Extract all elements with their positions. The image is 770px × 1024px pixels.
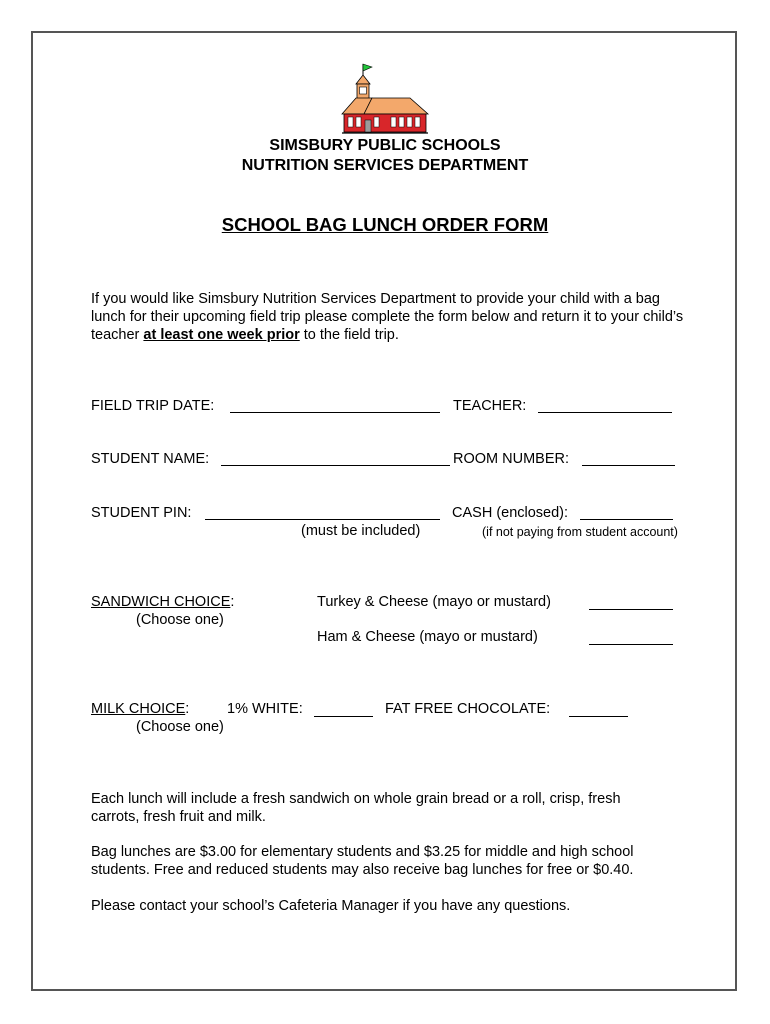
milk-choice-label <box>91 700 189 718</box>
pricing-paragraph: Bag lunches are $3.00 for elementary students and $3.25 for middle and high school students. Free and reduced students may also receive bag lunches for free or $0.40. <box>91 844 634 878</box>
field-trip-date-label: FIELD TRIP DATE: <box>91 398 215 414</box>
room-number-label: ROOM NUMBER: <box>453 451 569 467</box>
chocolate-milk-blank[interactable] <box>569 703 628 717</box>
turkey-blank[interactable] <box>589 596 673 610</box>
intro-text: If you would like Simsbury Nutrition Services Department to provide your child with a bag lunch for their upcoming field trip please complete the form below and return it to your child’s teacher <box>91 291 684 343</box>
sandwich-option-ham: Ham & Cheese (mayo or mustard) <box>317 629 538 645</box>
milk-option-chocolate: FAT FREE CHOCOLATE: <box>385 701 551 717</box>
milk-label-colon: : <box>185 701 190 717</box>
cash-note: (if not paying from student account) <box>482 525 678 539</box>
lunch-contents-paragraph: Each lunch will include a fresh sandwich on whole grain bread or a roll, crisp, fresh carrots, fresh fruit and milk. <box>91 791 621 825</box>
milk-label-text: MILK CHOICE <box>91 701 186 717</box>
cash-blank[interactable] <box>580 506 673 520</box>
teacher-blank[interactable] <box>538 399 672 413</box>
schoolhouse-icon <box>338 62 432 136</box>
teacher-label: TEACHER: <box>453 398 527 414</box>
cash-label: CASH (enclosed): <box>452 505 569 521</box>
field-trip-date-blank[interactable] <box>230 399 440 413</box>
milk-choose-one: (Choose one) <box>136 719 224 735</box>
pin-note: (must be included) <box>301 523 421 539</box>
student-name-blank[interactable] <box>221 452 450 466</box>
milk-option-white: 1% WHITE: <box>227 701 303 717</box>
sandwich-choice-label <box>91 593 234 611</box>
student-name-label: STUDENT NAME: <box>91 451 210 467</box>
student-pin-label: STUDENT PIN: <box>91 505 192 521</box>
school-name: SIMSBURY PUBLIC SCHOOLS <box>269 137 501 154</box>
room-number-blank[interactable] <box>582 452 675 466</box>
form-title: SCHOOL BAG LUNCH ORDER FORM <box>221 214 549 235</box>
sandwich-choose-one: (Choose one) <box>136 612 224 628</box>
ham-blank[interactable] <box>589 631 673 645</box>
intro-emphasis: at least one week prior <box>143 327 300 343</box>
contact-paragraph: Please contact your school’s Cafeteria Manager if you have any questions. <box>91 898 571 914</box>
student-pin-blank[interactable] <box>205 506 440 520</box>
intro-text-end: to the field trip. <box>299 327 399 343</box>
intro-paragraph <box>91 290 691 344</box>
sandwich-label-colon: : <box>230 594 235 610</box>
department-name: NUTRITION SERVICES DEPARTMENT <box>241 157 529 174</box>
sandwich-option-turkey: Turkey & Cheese (mayo or mustard) <box>317 594 551 610</box>
sandwich-label-text: SANDWICH CHOICE <box>91 594 231 610</box>
white-milk-blank[interactable] <box>314 703 373 717</box>
